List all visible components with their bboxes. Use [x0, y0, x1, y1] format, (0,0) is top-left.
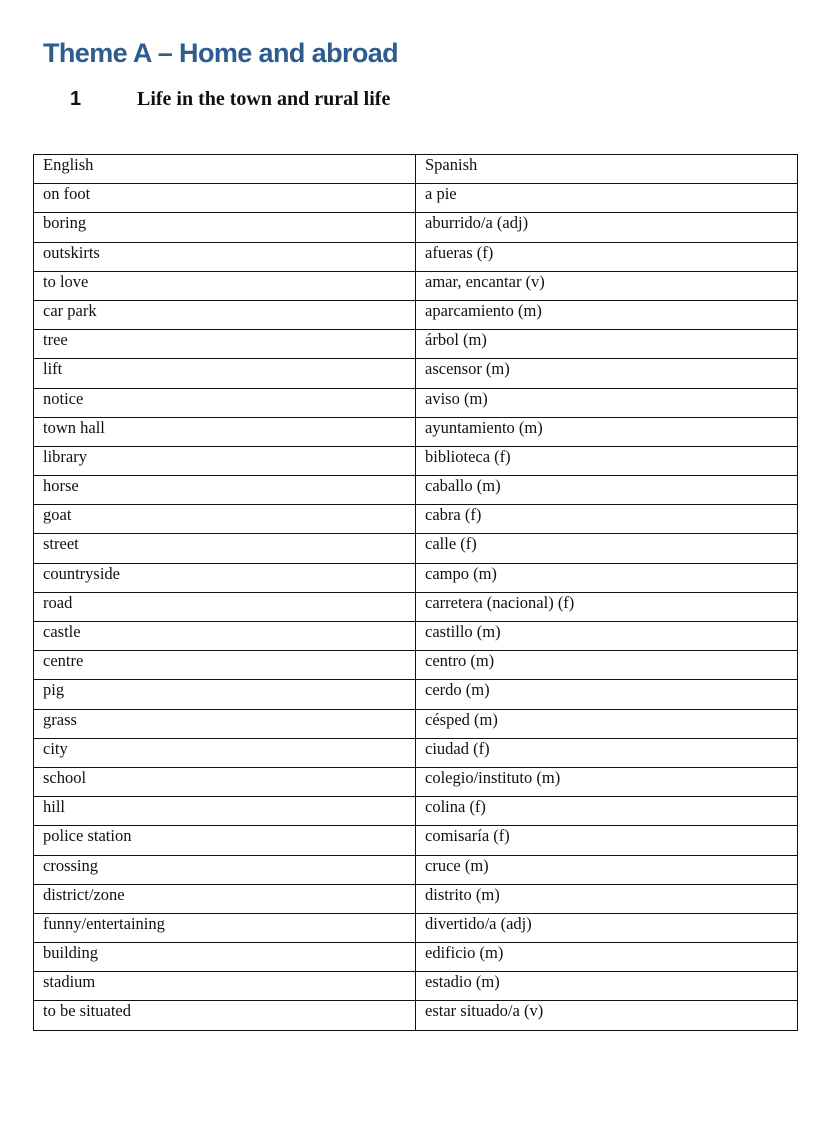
table-row [34, 592, 798, 621]
table-row [34, 417, 798, 446]
english-cell: tree [34, 330, 416, 359]
spanish-cell: comisaría (f) [416, 826, 798, 855]
spanish-cell: ascensor (m) [416, 359, 798, 388]
table-row [34, 388, 798, 417]
spanish-cell: aviso (m) [416, 388, 798, 417]
english-cell: car park [34, 300, 416, 329]
english-cell: lift [34, 359, 416, 388]
section-title: Life in the town and rural life [137, 88, 391, 110]
spanish-cell: colina (f) [416, 797, 798, 826]
spanish-cell: divertido/a (adj) [416, 913, 798, 942]
english-cell: notice [34, 388, 416, 417]
english-cell: to be situated [34, 1001, 416, 1030]
english-cell: school [34, 767, 416, 796]
table-row [34, 622, 798, 651]
table-row [34, 943, 798, 972]
table-row [34, 680, 798, 709]
english-cell: grass [34, 709, 416, 738]
spanish-cell: cruce (m) [416, 855, 798, 884]
english-cell: street [34, 534, 416, 563]
table-row [34, 505, 798, 534]
english-cell: horse [34, 476, 416, 505]
spanish-cell: estadio (m) [416, 972, 798, 1001]
spanish-cell: caballo (m) [416, 476, 798, 505]
table-row [34, 271, 798, 300]
table-row [34, 476, 798, 505]
english-cell: countryside [34, 563, 416, 592]
table-row [34, 330, 798, 359]
table-row [34, 534, 798, 563]
spanish-cell: colegio/instituto (m) [416, 767, 798, 796]
spanish-cell: ayuntamiento (m) [416, 417, 798, 446]
spanish-cell: aparcamiento (m) [416, 300, 798, 329]
page-title: Theme A – Home and abroad [43, 38, 399, 68]
spanish-cell: estar situado/a (v) [416, 1001, 798, 1030]
spanish-cell: ciudad (f) [416, 738, 798, 767]
english-cell: on foot [34, 184, 416, 213]
english-cell: to love [34, 271, 416, 300]
table-row [34, 213, 798, 242]
english-cell: outskirts [34, 242, 416, 271]
english-cell: district/zone [34, 884, 416, 913]
english-cell: goat [34, 505, 416, 534]
spanish-cell: calle (f) [416, 534, 798, 563]
table-row [34, 797, 798, 826]
column-header-spanish: Spanish [416, 155, 798, 184]
vocabulary-table-body [34, 155, 798, 1031]
spanish-cell: césped (m) [416, 709, 798, 738]
table-row [34, 446, 798, 475]
spanish-cell: a pie [416, 184, 798, 213]
english-cell: hill [34, 797, 416, 826]
spanish-cell: afueras (f) [416, 242, 798, 271]
table-row [34, 563, 798, 592]
spanish-cell: aburrido/a (adj) [416, 213, 798, 242]
section-number: 1 [70, 88, 82, 110]
table-row [34, 1001, 798, 1030]
table-row [34, 242, 798, 271]
vocabulary-table [33, 154, 798, 1031]
english-cell: pig [34, 680, 416, 709]
english-cell: boring [34, 213, 416, 242]
table-row [34, 972, 798, 1001]
spanish-cell: árbol (m) [416, 330, 798, 359]
table-row [34, 709, 798, 738]
english-cell: building [34, 943, 416, 972]
table-row [34, 651, 798, 680]
table-row [34, 913, 798, 942]
english-cell: centre [34, 651, 416, 680]
table-row [34, 884, 798, 913]
english-cell: police station [34, 826, 416, 855]
spanish-cell: carretera (nacional) (f) [416, 592, 798, 621]
spanish-cell: centro (m) [416, 651, 798, 680]
table-row [34, 767, 798, 796]
english-cell: town hall [34, 417, 416, 446]
spanish-cell: distrito (m) [416, 884, 798, 913]
spanish-cell: campo (m) [416, 563, 798, 592]
spanish-cell: edificio (m) [416, 943, 798, 972]
table-row [34, 855, 798, 884]
spanish-cell: cabra (f) [416, 505, 798, 534]
table-header-row [34, 155, 798, 184]
english-cell: stadium [34, 972, 416, 1001]
spanish-cell: amar, encantar (v) [416, 271, 798, 300]
english-cell: city [34, 738, 416, 767]
table-row [34, 826, 798, 855]
table-row [34, 359, 798, 388]
english-cell: road [34, 592, 416, 621]
english-cell: funny/entertaining [34, 913, 416, 942]
table-row [34, 300, 798, 329]
table-row [34, 738, 798, 767]
column-header-english: English [34, 155, 416, 184]
english-cell: crossing [34, 855, 416, 884]
section-heading [70, 88, 390, 111]
spanish-cell: biblioteca (f) [416, 446, 798, 475]
spanish-cell: castillo (m) [416, 622, 798, 651]
english-cell: castle [34, 622, 416, 651]
english-cell: library [34, 446, 416, 475]
spanish-cell: cerdo (m) [416, 680, 798, 709]
table-row [34, 184, 798, 213]
